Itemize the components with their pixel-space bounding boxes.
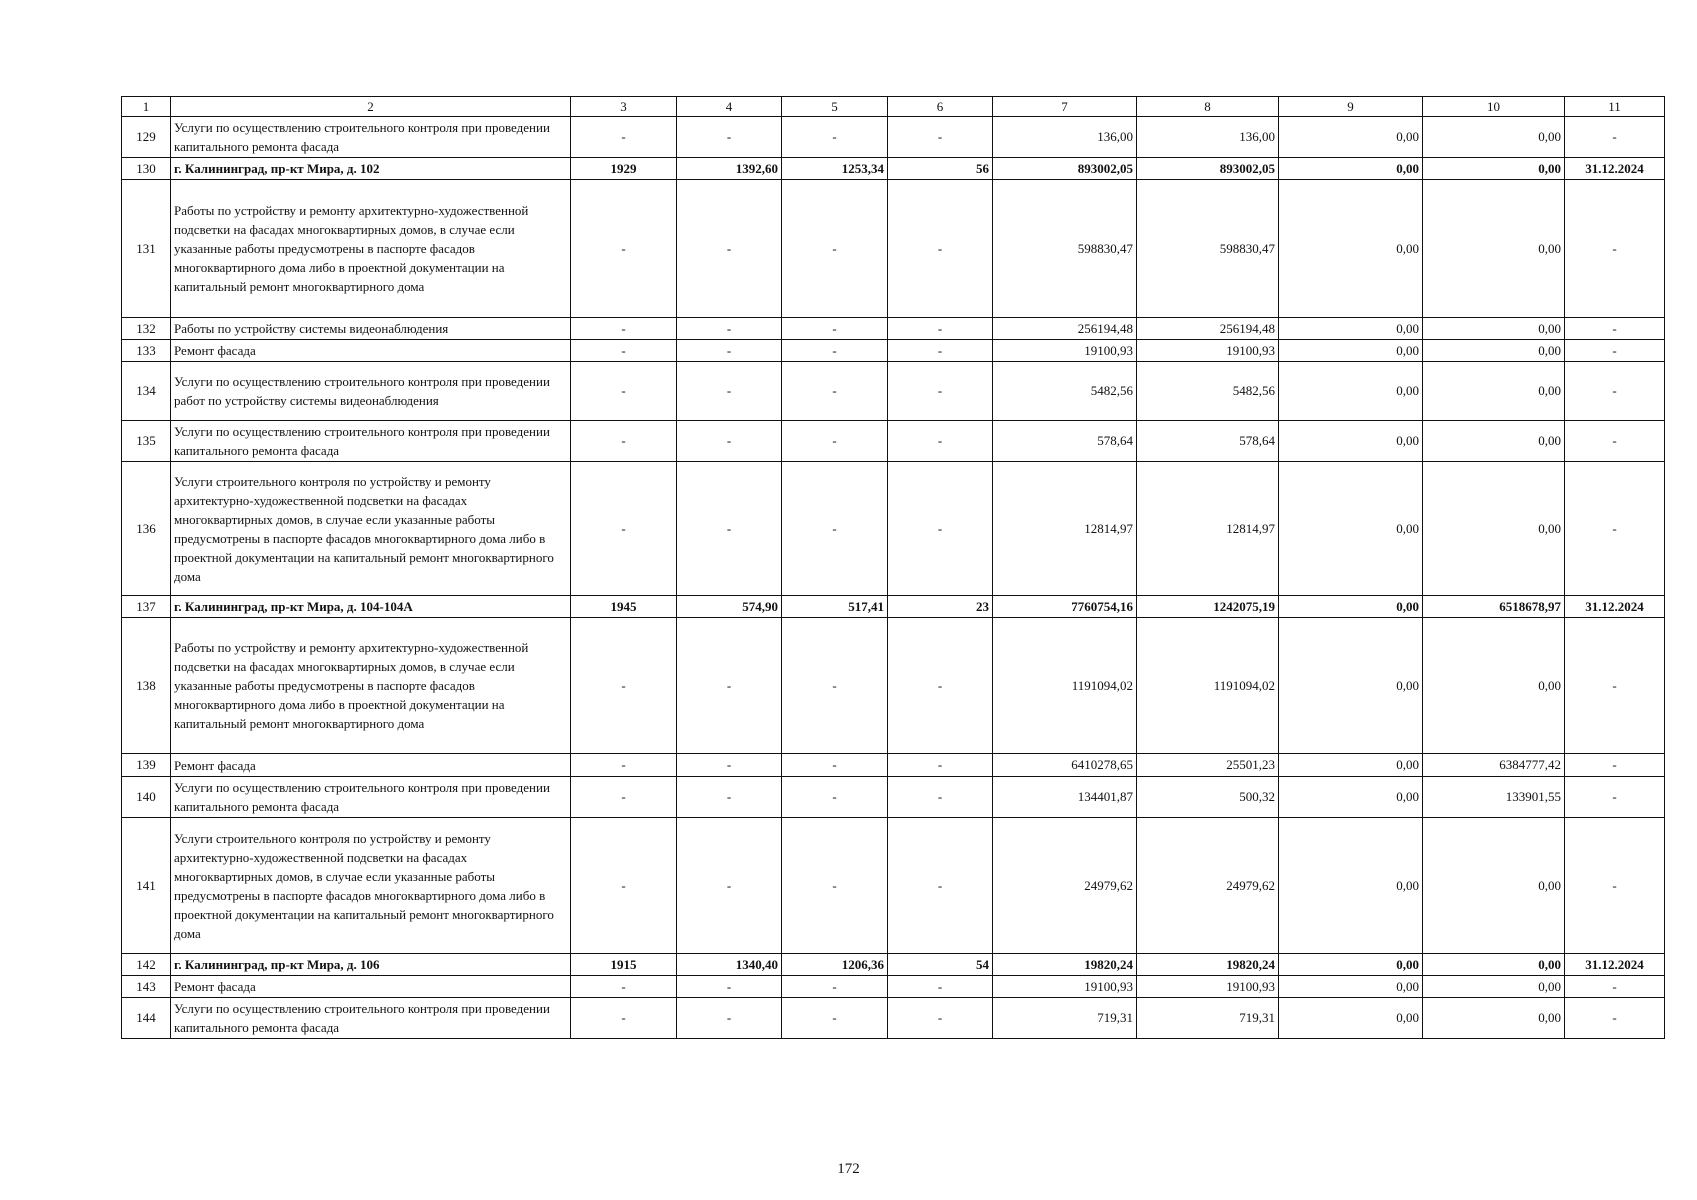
cell-area-total: - bbox=[677, 998, 782, 1039]
cell-fund-other: 0,00 bbox=[1423, 158, 1565, 180]
cell-fund-other: 0,00 bbox=[1423, 818, 1565, 954]
cell-area-living: 517,41 bbox=[782, 596, 888, 618]
cell-fund-other: 0,00 bbox=[1423, 117, 1565, 158]
cell-fund-owners: 5482,56 bbox=[1137, 362, 1279, 421]
row-name: г. Калининград, пр-кт Мира, д. 104-104А bbox=[171, 596, 571, 618]
cell-cost-total: 6410278,65 bbox=[993, 754, 1137, 777]
cell-area-living: - bbox=[782, 754, 888, 777]
cell-area-living: - bbox=[782, 421, 888, 462]
cell-fund-owners: 578,64 bbox=[1137, 421, 1279, 462]
row-name: Услуги по осуществлению строительного контроля при проведении капитального ремонта фасада bbox=[171, 421, 571, 462]
cell-fund-other: 0,00 bbox=[1423, 998, 1565, 1039]
cell-area-living: - bbox=[782, 318, 888, 340]
cell-fund-other: 133901,55 bbox=[1423, 777, 1565, 818]
cell-area-total: - bbox=[677, 117, 782, 158]
cell-area-living: - bbox=[782, 777, 888, 818]
work-row bbox=[122, 180, 1665, 318]
cell-fund-owners: 24979,62 bbox=[1137, 818, 1279, 954]
cell-residents: 56 bbox=[888, 158, 993, 180]
cell-area-living: - bbox=[782, 976, 888, 998]
work-row bbox=[122, 618, 1665, 754]
cell-year: - bbox=[571, 180, 677, 318]
cell-fund-owners: 256194,48 bbox=[1137, 318, 1279, 340]
cell-year: - bbox=[571, 340, 677, 362]
cell-deadline: - bbox=[1565, 998, 1665, 1039]
cell-area-total: - bbox=[677, 318, 782, 340]
cell-year: - bbox=[571, 318, 677, 340]
cell-area-total: - bbox=[677, 340, 782, 362]
row-number: 130 bbox=[122, 158, 171, 180]
cell-fund-budget: 0,00 bbox=[1279, 318, 1423, 340]
cell-fund-owners: 25501,23 bbox=[1137, 754, 1279, 777]
cell-residents: - bbox=[888, 180, 993, 318]
cell-deadline: - bbox=[1565, 777, 1665, 818]
cell-fund-owners: 19100,93 bbox=[1137, 976, 1279, 998]
cell-fund-other: 0,00 bbox=[1423, 976, 1565, 998]
cell-cost-total: 19100,93 bbox=[993, 340, 1137, 362]
cell-deadline: 31.12.2024 bbox=[1565, 158, 1665, 180]
cell-fund-budget: 0,00 bbox=[1279, 818, 1423, 954]
cell-residents: - bbox=[888, 618, 993, 754]
cell-fund-budget: 0,00 bbox=[1279, 596, 1423, 618]
work-row bbox=[122, 318, 1665, 340]
cell-fund-budget: 0,00 bbox=[1279, 618, 1423, 754]
cell-residents: - bbox=[888, 421, 993, 462]
cell-cost-total: 578,64 bbox=[993, 421, 1137, 462]
column-number-row bbox=[122, 97, 1665, 117]
work-row bbox=[122, 421, 1665, 462]
cell-fund-budget: 0,00 bbox=[1279, 158, 1423, 180]
cell-fund-budget: 0,00 bbox=[1279, 976, 1423, 998]
cell-year: - bbox=[571, 818, 677, 954]
column-number: 2 bbox=[171, 97, 571, 117]
cell-deadline: - bbox=[1565, 421, 1665, 462]
address-row bbox=[122, 596, 1665, 618]
cell-area-total: - bbox=[677, 818, 782, 954]
cell-fund-owners: 1242075,19 bbox=[1137, 596, 1279, 618]
cell-residents: - bbox=[888, 318, 993, 340]
row-name: Услуги по осуществлению строительного контроля при проведении капитального ремонта фасада bbox=[171, 998, 571, 1039]
cell-fund-owners: 136,00 bbox=[1137, 117, 1279, 158]
row-name: Ремонт фасада bbox=[171, 340, 571, 362]
cell-fund-budget: 0,00 bbox=[1279, 117, 1423, 158]
cell-residents: - bbox=[888, 117, 993, 158]
cell-deadline: - bbox=[1565, 818, 1665, 954]
row-name: Работы по устройству системы видеонаблюдения bbox=[171, 318, 571, 340]
cell-area-living: - bbox=[782, 180, 888, 318]
row-name: г. Калининград, пр-кт Мира, д. 102 bbox=[171, 158, 571, 180]
cell-area-total: - bbox=[677, 618, 782, 754]
cell-fund-other: 0,00 bbox=[1423, 318, 1565, 340]
cell-fund-owners: 12814,97 bbox=[1137, 462, 1279, 596]
work-row bbox=[122, 777, 1665, 818]
work-row bbox=[122, 754, 1665, 777]
cell-cost-total: 719,31 bbox=[993, 998, 1137, 1039]
cell-fund-budget: 0,00 bbox=[1279, 462, 1423, 596]
column-number: 7 bbox=[993, 97, 1137, 117]
row-name: Работы по устройству и ремонту архитектурно-художественной подсветки на фасадах многоквартирных домов, в случае если указанные работы предусмотрены в паспорте фасадов многоквартирного дома либо в проектной документации на капитальный ремонт многоквартирного дома bbox=[171, 180, 571, 318]
cell-deadline: - bbox=[1565, 117, 1665, 158]
cell-cost-total: 598830,47 bbox=[993, 180, 1137, 318]
cell-fund-other: 0,00 bbox=[1423, 618, 1565, 754]
column-number: 4 bbox=[677, 97, 782, 117]
cell-cost-total: 19100,93 bbox=[993, 976, 1137, 998]
cell-residents: - bbox=[888, 976, 993, 998]
cell-cost-total: 12814,97 bbox=[993, 462, 1137, 596]
cell-deadline: - bbox=[1565, 754, 1665, 777]
cell-residents: - bbox=[888, 340, 993, 362]
cell-deadline: 31.12.2024 bbox=[1565, 954, 1665, 976]
cell-area-total: - bbox=[677, 362, 782, 421]
cell-fund-other: 6384777,42 bbox=[1423, 754, 1565, 777]
cell-fund-other: 0,00 bbox=[1423, 421, 1565, 462]
cell-fund-other: 0,00 bbox=[1423, 362, 1565, 421]
cell-residents: - bbox=[888, 462, 993, 596]
row-name: Работы по устройству и ремонту архитектурно-художественной подсветки на фасадах многоквартирных домов, в случае если указанные работы предусмотрены в паспорте фасадов многоквартирного дома либо в проектной документации на капитальный ремонт многоквартирного дома bbox=[171, 618, 571, 754]
row-name: г. Калининград, пр-кт Мира, д. 106 bbox=[171, 954, 571, 976]
column-number: 1 bbox=[122, 97, 171, 117]
row-name: Ремонт фасада bbox=[171, 976, 571, 998]
cell-year: - bbox=[571, 362, 677, 421]
cell-fund-budget: 0,00 bbox=[1279, 777, 1423, 818]
cell-deadline: - bbox=[1565, 318, 1665, 340]
cell-deadline: - bbox=[1565, 462, 1665, 596]
address-row bbox=[122, 954, 1665, 976]
cell-year: - bbox=[571, 462, 677, 596]
row-number: 132 bbox=[122, 318, 171, 340]
cell-cost-total: 24979,62 bbox=[993, 818, 1137, 954]
cell-area-living: - bbox=[782, 618, 888, 754]
cell-area-total: 574,90 bbox=[677, 596, 782, 618]
cell-residents: - bbox=[888, 818, 993, 954]
cell-area-total: - bbox=[677, 421, 782, 462]
cell-deadline: - bbox=[1565, 362, 1665, 421]
row-number: 140 bbox=[122, 777, 171, 818]
column-number: 10 bbox=[1423, 97, 1565, 117]
cell-residents: - bbox=[888, 754, 993, 777]
column-number: 9 bbox=[1279, 97, 1423, 117]
cell-residents: - bbox=[888, 998, 993, 1039]
page-number: 172 bbox=[837, 1161, 860, 1177]
cell-cost-total: 19820,24 bbox=[993, 954, 1137, 976]
cell-fund-budget: 0,00 bbox=[1279, 340, 1423, 362]
row-number: 142 bbox=[122, 954, 171, 976]
cell-cost-total: 893002,05 bbox=[993, 158, 1137, 180]
cell-fund-owners: 19100,93 bbox=[1137, 340, 1279, 362]
row-number: 137 bbox=[122, 596, 171, 618]
cell-year: - bbox=[571, 777, 677, 818]
column-number: 11 bbox=[1565, 97, 1665, 117]
cell-fund-other: 6518678,97 bbox=[1423, 596, 1565, 618]
row-name: Услуги по осуществлению строительного контроля при проведении капитального ремонта фасада bbox=[171, 777, 571, 818]
row-number: 135 bbox=[122, 421, 171, 462]
work-row bbox=[122, 818, 1665, 954]
row-number: 139 bbox=[122, 754, 171, 777]
column-number: 3 bbox=[571, 97, 677, 117]
row-name: Ремонт фасада bbox=[171, 754, 571, 777]
cell-fund-owners: 893002,05 bbox=[1137, 158, 1279, 180]
table-body bbox=[122, 97, 1665, 1039]
cell-fund-budget: 0,00 bbox=[1279, 180, 1423, 318]
cell-cost-total: 134401,87 bbox=[993, 777, 1137, 818]
cell-year: - bbox=[571, 117, 677, 158]
row-name: Услуги по осуществлению строительного контроля при проведении работ по устройству системы видеонаблюдения bbox=[171, 362, 571, 421]
cell-cost-total: 7760754,16 bbox=[993, 596, 1137, 618]
row-name: Услуги строительного контроля по устройству и ремонту архитектурно-художественной подсветки на фасадах многоквартирных домов, в случае если указанные работы предусмотрены в паспорте фасадов многоквартирного дома либо в проектной документации на капитальный ремонт многоквартирного дома bbox=[171, 462, 571, 596]
column-number: 6 bbox=[888, 97, 993, 117]
row-number: 134 bbox=[122, 362, 171, 421]
row-number: 144 bbox=[122, 998, 171, 1039]
cell-area-living: - bbox=[782, 818, 888, 954]
cell-deadline: - bbox=[1565, 618, 1665, 754]
cell-fund-budget: 0,00 bbox=[1279, 421, 1423, 462]
cell-area-living: 1206,36 bbox=[782, 954, 888, 976]
cell-residents: - bbox=[888, 362, 993, 421]
cell-year: - bbox=[571, 976, 677, 998]
cell-fund-budget: 0,00 bbox=[1279, 954, 1423, 976]
row-number: 131 bbox=[122, 180, 171, 318]
work-row bbox=[122, 998, 1665, 1039]
cell-area-living: - bbox=[782, 462, 888, 596]
cell-fund-other: 0,00 bbox=[1423, 462, 1565, 596]
cell-fund-owners: 598830,47 bbox=[1137, 180, 1279, 318]
cell-area-total: 1392,60 bbox=[677, 158, 782, 180]
column-number: 5 bbox=[782, 97, 888, 117]
work-row bbox=[122, 362, 1665, 421]
cell-year: 1929 bbox=[571, 158, 677, 180]
cell-fund-other: 0,00 bbox=[1423, 340, 1565, 362]
cell-area-living: - bbox=[782, 117, 888, 158]
cell-area-total: - bbox=[677, 180, 782, 318]
cell-area-living: - bbox=[782, 362, 888, 421]
cell-residents: 54 bbox=[888, 954, 993, 976]
cell-cost-total: 136,00 bbox=[993, 117, 1137, 158]
cell-deadline: 31.12.2024 bbox=[1565, 596, 1665, 618]
cell-area-total: - bbox=[677, 976, 782, 998]
cell-fund-owners: 719,31 bbox=[1137, 998, 1279, 1039]
cell-fund-budget: 0,00 bbox=[1279, 754, 1423, 777]
cell-year: 1945 bbox=[571, 596, 677, 618]
capital-repair-table bbox=[121, 96, 1665, 1039]
row-number: 138 bbox=[122, 618, 171, 754]
work-row bbox=[122, 462, 1665, 596]
cell-cost-total: 256194,48 bbox=[993, 318, 1137, 340]
cell-area-total: - bbox=[677, 777, 782, 818]
cell-year: - bbox=[571, 998, 677, 1039]
cell-year: - bbox=[571, 618, 677, 754]
cell-cost-total: 1191094,02 bbox=[993, 618, 1137, 754]
cell-deadline: - bbox=[1565, 976, 1665, 998]
work-row bbox=[122, 340, 1665, 362]
row-number: 141 bbox=[122, 818, 171, 954]
cell-fund-other: 0,00 bbox=[1423, 180, 1565, 318]
cell-fund-owners: 500,32 bbox=[1137, 777, 1279, 818]
row-number: 136 bbox=[122, 462, 171, 596]
cell-fund-budget: 0,00 bbox=[1279, 362, 1423, 421]
row-number: 129 bbox=[122, 117, 171, 158]
cell-deadline: - bbox=[1565, 180, 1665, 318]
cell-area-living: - bbox=[782, 998, 888, 1039]
cell-deadline: - bbox=[1565, 340, 1665, 362]
cell-year: - bbox=[571, 421, 677, 462]
cell-residents: 23 bbox=[888, 596, 993, 618]
row-number: 143 bbox=[122, 976, 171, 998]
cell-cost-total: 5482,56 bbox=[993, 362, 1137, 421]
cell-fund-owners: 1191094,02 bbox=[1137, 618, 1279, 754]
row-number: 133 bbox=[122, 340, 171, 362]
column-number: 8 bbox=[1137, 97, 1279, 117]
cell-area-total: - bbox=[677, 754, 782, 777]
cell-year: - bbox=[571, 754, 677, 777]
cell-area-total: - bbox=[677, 462, 782, 596]
cell-area-living: - bbox=[782, 340, 888, 362]
cell-fund-other: 0,00 bbox=[1423, 954, 1565, 976]
cell-fund-budget: 0,00 bbox=[1279, 998, 1423, 1039]
cell-area-living: 1253,34 bbox=[782, 158, 888, 180]
row-name: Услуги по осуществлению строительного контроля при проведении капитального ремонта фасада bbox=[171, 117, 571, 158]
cell-fund-owners: 19820,24 bbox=[1137, 954, 1279, 976]
row-name: Услуги строительного контроля по устройству и ремонту архитектурно-художественной подсветки на фасадах многоквартирных домов, в случае если указанные работы предусмотрены в паспорте фасадов многоквартирного дома либо в проектной документации на капитальный ремонт многоквартирного дома bbox=[171, 818, 571, 954]
work-row bbox=[122, 976, 1665, 998]
address-row bbox=[122, 158, 1665, 180]
cell-area-total: 1340,40 bbox=[677, 954, 782, 976]
cell-year: 1915 bbox=[571, 954, 677, 976]
cell-residents: - bbox=[888, 777, 993, 818]
work-row bbox=[122, 117, 1665, 158]
